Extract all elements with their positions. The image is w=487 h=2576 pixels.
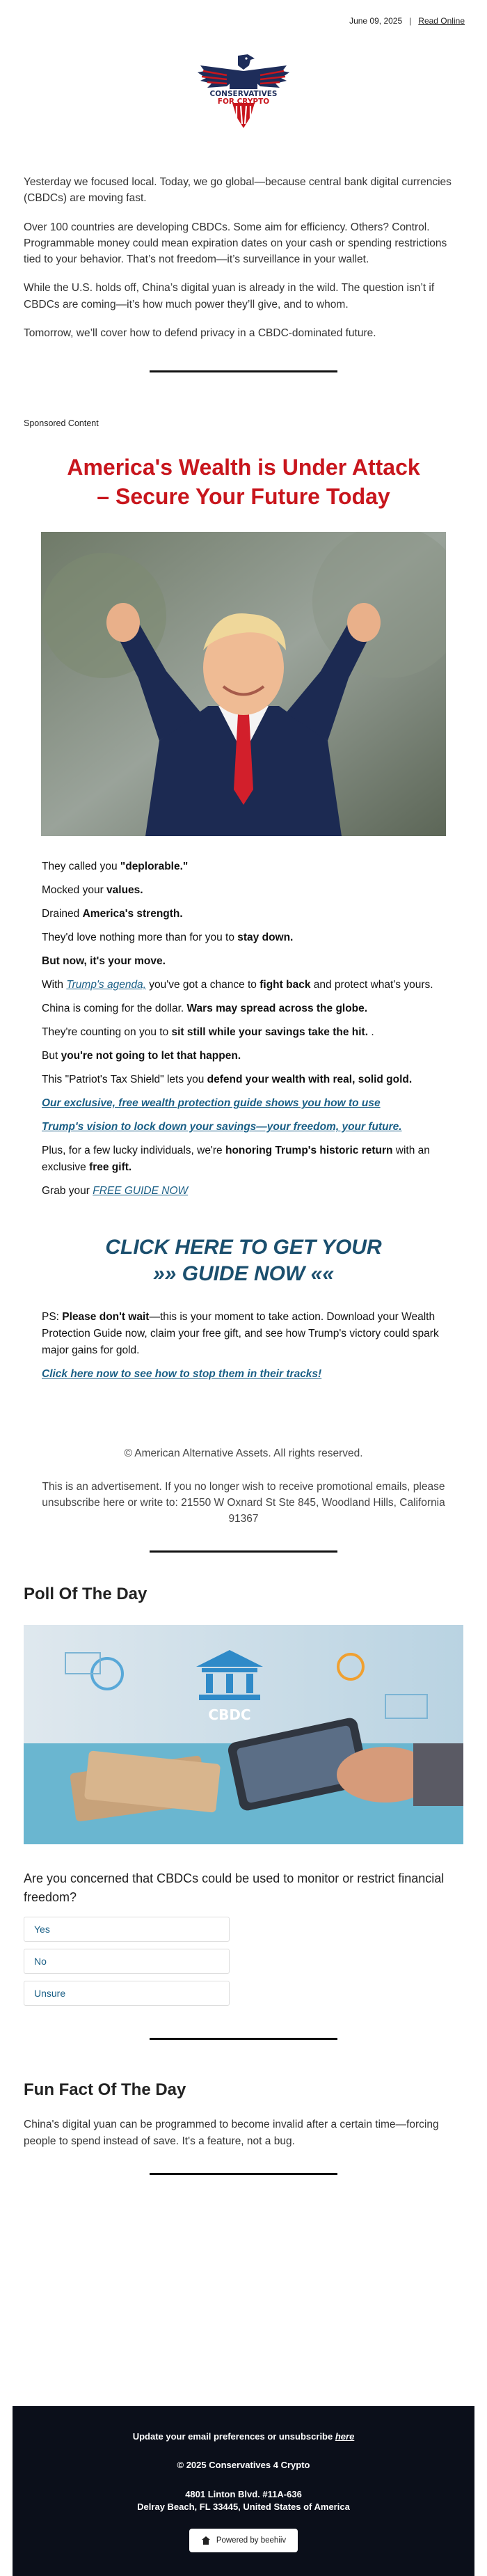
ad-headline-line-2: – Secure Your Future Today — [97, 483, 390, 509]
ad-headline[interactable] — [0, 428, 487, 511]
ad-headline-line-1: America's Wealth is Under Attack — [67, 455, 420, 480]
logo-line-1: CONSERVATIVES — [209, 90, 278, 98]
poll-image — [24, 1625, 463, 1844]
ad-copyright: © American Alternative Assets. All rights reserved. — [124, 1447, 363, 1460]
section-divider — [150, 1550, 337, 1553]
ad-copy — [0, 836, 487, 1200]
ad-line-7: China is coming for the dollar. Wars may spread across the globe. — [42, 1003, 368, 1015]
issue-date: June 09, 2025 — [349, 16, 403, 26]
footer-address-line-1: 4801 Linton Blvd. #11A-636 — [185, 2489, 302, 2499]
powered-by-label: Powered by beehiiv — [216, 2536, 287, 2545]
footer-address — [13, 2488, 474, 2513]
section-divider — [150, 2173, 337, 2175]
ad-hero-image[interactable] — [41, 532, 446, 836]
logo-wordmark — [195, 91, 292, 105]
section-divider — [150, 2038, 337, 2040]
powered-by-beehiiv-button[interactable] — [189, 2529, 298, 2552]
fun-fact-title: Fun Fact Of The Day — [24, 2080, 186, 2100]
section-divider — [150, 370, 337, 372]
guide-link-1[interactable]: Our exclusive, free wealth protection guide shows you how to use — [42, 1097, 381, 1110]
ad-line-2: Mocked your values. — [42, 884, 143, 897]
ad-line-13: Plus, for a few lucky individuals, we're honoring Trump's historic return with an exclusive free gift. — [42, 1145, 430, 1174]
cta-button[interactable] — [0, 1207, 487, 1287]
poll-title: Poll Of The Day — [24, 1585, 147, 1604]
ad-line-12 — [42, 1119, 445, 1136]
poll-option-no[interactable]: No — [24, 1949, 230, 1974]
cta-line-2: »» GUIDE NOW «« — [152, 1262, 335, 1285]
ad-line-5: But now, it's your move. — [42, 955, 166, 968]
fun-fact-text: China's digital yuan can be programmed to become invalid after a certain time—forcing people to spend instead of save. It's a feature, not a bug. — [24, 2119, 439, 2147]
newsletter-footer — [13, 2406, 474, 2576]
ad-line-10: This "Patriot's Tax Shield" lets you defend your wealth with real, solid gold. — [42, 1074, 413, 1086]
ad-line-11 — [42, 1095, 445, 1112]
poll-option-yes[interactable]: Yes — [24, 1917, 230, 1942]
cta-line-1: CLICK HERE TO GET YOUR — [105, 1236, 382, 1259]
cbdc-image-label: CBDC — [208, 1706, 251, 1724]
top-bar — [0, 0, 487, 42]
cbdc-illustration-icon — [24, 1625, 463, 1844]
ad-line-3: Drained America's strength. — [42, 908, 183, 920]
sponsored-label: Sponsored Content — [24, 418, 99, 428]
footer-copyright: © 2025 Conservatives 4 Crypto — [177, 2460, 310, 2470]
ad-line-4: They'd love nothing more than for you to stay down. — [42, 932, 294, 944]
intro-section — [0, 134, 487, 341]
ad-line-14: Grab your FREE GUIDE NOW — [42, 1185, 189, 1197]
ad-unsubscribe-text: This is an advertisement. If you no longer wish to receive promotional emails, please unsubscribe here or write to: 21550 W Oxnard St Ste 845, Woodland Hills, California 91367 — [42, 1480, 445, 1525]
free-guide-link[interactable]: FREE GUIDE NOW — [93, 1185, 189, 1197]
intro-paragraph-1: Yesterday we focused local. Today, we go global—because central bank digital currencies (CBDCs) are moving fast. — [24, 176, 452, 205]
unsubscribe-here-link[interactable]: here — [335, 2431, 355, 2442]
stop-them-link[interactable]: Click here now to see how to stop them in their tracks! — [42, 1368, 322, 1381]
poll-option-unsure[interactable]: Unsure — [24, 1981, 230, 2006]
poll-question: Are you concerned that CBDCs could be used to monitor or restrict financial freedom? — [24, 1871, 445, 1905]
intro-paragraph-3: While the U.S. holds off, China’s digital yuan is already in the wild. The question isn’t if CBDCs are coming—it’s how much power they’ll give, and to whom. — [24, 282, 435, 311]
footer-address-line-2: Delray Beach, FL 33445, United States of America — [137, 2502, 350, 2513]
read-online-link[interactable]: Read Online — [418, 16, 465, 26]
hero-photo-icon — [41, 532, 446, 836]
ad-line-6: With Trump's agenda, you've got a chance to fight back and protect what's yours. — [42, 979, 433, 991]
logo-line-2: FOR CRYPTO — [217, 97, 270, 106]
intro-paragraph-2: Over 100 countries are developing CBDCs. Some aim for efficiency. Others? Control. Programmable money could mean expiration dates on your cash or spending restrictions tied to your behavior. That’s not freedom—it’s surveillance in your wallet. — [24, 221, 447, 265]
ad-line-1: They called you "deplorable." — [42, 861, 189, 873]
trumps-agenda-link[interactable]: Trump's agenda, — [66, 979, 146, 991]
ps-text: PS: Please don't wait—this is your moment to take action. Download your Wealth Protection Guide now, claim your free gift, and see how Trump's victory could spark major gains for gold. — [42, 1311, 439, 1357]
brand-logo[interactable] — [195, 50, 292, 134]
ad-line-8: They're counting on you to sit still while your savings take the hit. . — [42, 1026, 374, 1039]
guide-link-2[interactable]: Trump's vision to lock down your savings—your freedom, your future. — [42, 1121, 402, 1133]
ad-footer — [0, 1383, 487, 1527]
separator: | — [409, 16, 412, 26]
ad-line-9: But you're not going to let that happen. — [42, 1050, 241, 1062]
beehiiv-icon — [201, 2536, 211, 2545]
email-preferences-text: Update your email preferences or unsubscribe here — [132, 2431, 355, 2442]
ps-section — [0, 1287, 487, 1383]
intro-paragraph-4: Tomorrow, we’ll cover how to defend privacy in a CBDC-dominated future. — [24, 327, 376, 339]
poll-options — [0, 1907, 487, 2006]
